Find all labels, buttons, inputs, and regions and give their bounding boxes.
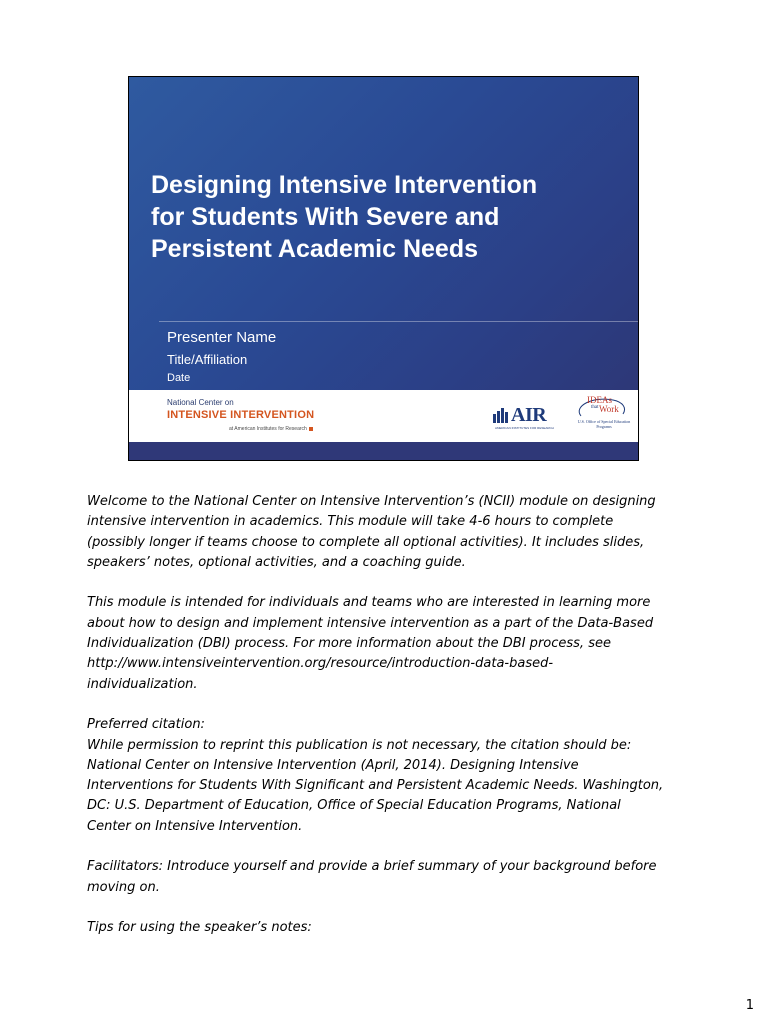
slide-footer-band — [129, 442, 638, 461]
slide-thumbnail — [128, 76, 639, 461]
slide-title-line: for Students With Severe and — [151, 203, 500, 231]
air-bars-icon — [493, 408, 508, 423]
ncii-logo-top: National Center on — [167, 398, 234, 407]
ideas-that-work-logo — [573, 396, 631, 438]
slide-title — [151, 169, 621, 265]
air-tagline: AMERICAN INSTITUTES FOR RESEARCH — [495, 426, 554, 430]
ncii-logo-name: INTENSIVE INTERVENTION — [167, 409, 315, 421]
air-logo — [493, 404, 559, 434]
notes-paragraph: Tips for using the speaker’s notes: — [87, 920, 312, 936]
presenter-name: Presenter Name — [167, 329, 277, 346]
ideas-logo-sub: U.S. Office of Special Education Programs — [577, 419, 631, 429]
ideas-logo-text: IDEAs that Work — [587, 395, 619, 414]
notes-paragraph: Welcome to the National Center on Intensive Intervention’s (NCII) module on designing intensive intervention in academics. This module will take 4-6 hours to complete (possibly longer if teams choose to complete all optional activities). It includes slides, speakers’ notes, optional activities, and a coaching guide. — [87, 494, 656, 570]
air-logo-text: AIR — [511, 404, 547, 426]
notes-paragraph: Facilitators: Introduce yourself and provide a brief summary of your background before moving on. — [87, 859, 657, 895]
presentation-date: Date — [167, 372, 191, 384]
slide-title-line: Designing Intensive Intervention — [151, 171, 538, 199]
slide-title-line: Persistent Academic Needs — [151, 235, 479, 263]
slide-divider — [159, 321, 638, 322]
ncii-logo-sub: at American Institutes for Research — [229, 426, 313, 432]
presenter-affiliation: Title/Affiliation — [167, 352, 248, 367]
speaker-notes — [87, 492, 687, 959]
page-number: 1 — [745, 998, 754, 1013]
notes-paragraph: Preferred citation: While permission to reprint this publication is not necessary, the citation should be: National Center on Intensive Intervention (April, 2014). Designing Intensive Interventions for Students With Significant and Persistent Academic Needs. Washington, DC: U.S. Department of Education, Office of Special Education Programs, National Center on Intensive Intervention. — [87, 717, 664, 834]
slide-footer — [129, 390, 638, 442]
dbi-link: http://www.intensiveintervention.org/resource/introduction-data-based- — [87, 656, 554, 672]
notes-paragraph: This module is intended for individuals and teams who are interested in learning more about how to design and implement intensive intervention as a part of the Data-Based Individualization (DBI) process. For more information about the DBI process, see http://www.intensiveintervention.org/resource/introduction-data-based- individualization. — [87, 595, 654, 692]
